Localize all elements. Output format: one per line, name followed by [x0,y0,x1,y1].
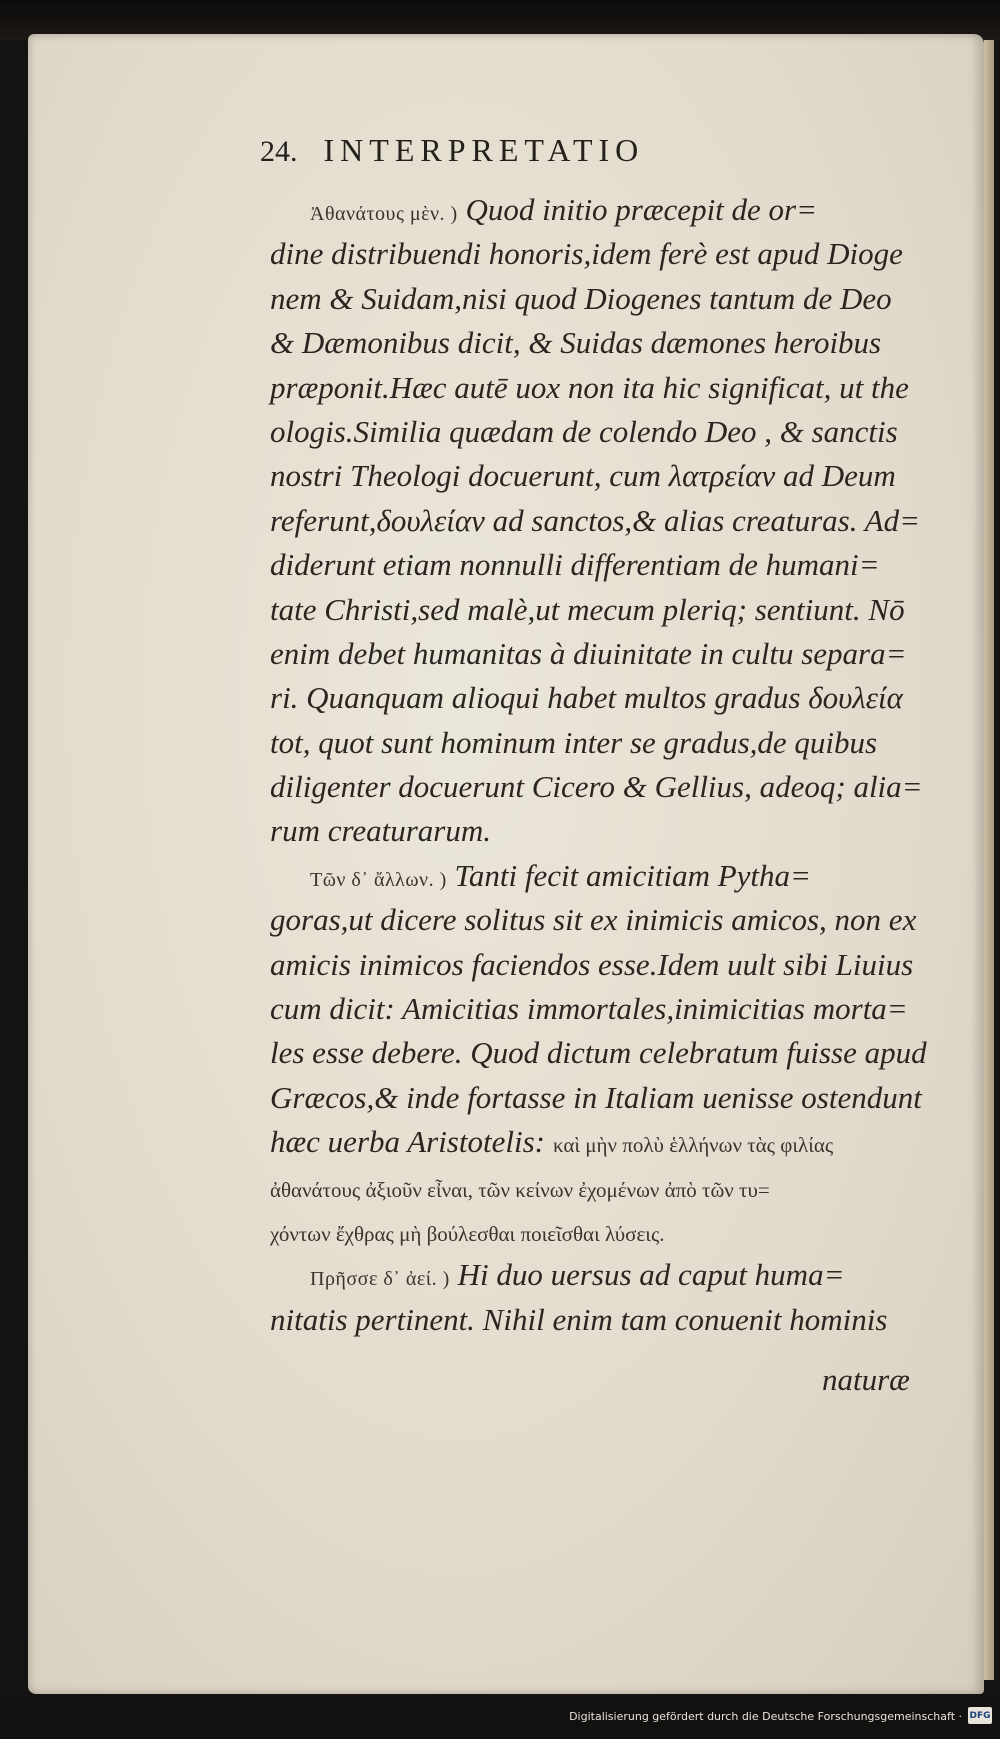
text-line [270,898,950,942]
funding-credit: Digitalisierung gefördert durch die Deutsche Forschungsgemeinschaft · [569,1710,962,1723]
latin-text: goras,ut dicere solitus sit ex inimicis amicos, non ex [270,902,917,938]
text-line [270,1298,950,1342]
body-text [270,188,950,1342]
latin-text: Græcos,& inde fortasse in Italiam uenisse ostendunt [270,1079,922,1115]
running-title: INTERPRETATIO [323,132,645,168]
greek-lemma: Πρῆσσε δ᾽ ἀεί. ) [310,1268,450,1291]
text-line [270,765,950,809]
latin-text: tot, quot sunt hominum inter se gradus,de quibus [270,724,878,760]
text-line [270,721,950,765]
latin-text: diderunt etiam nonnulli differentiam de humani= [270,547,880,583]
text-line [270,188,950,232]
latin-text: & Dæmonibus dicit, & Suidas dæmones heroibus [270,325,882,361]
text-line [270,1253,950,1297]
latin-text: dine distribuendi honoris,idem ferè est apud Dioge [270,236,903,272]
page-edge [984,40,994,1680]
greek-quotation: καὶ μὴν πολὺ ἑλλήνων τὰς φιλίας [552,1133,834,1158]
latin-text: amicis inimicos faciendos esse.Idem uult sibi Liuius [270,946,914,982]
latin-text: Tanti fecit amicitiam Pytha= [446,857,811,893]
latin-text: hæc uerba Aristotelis: [270,1124,545,1160]
latin-text: rum creaturarum. [270,813,492,849]
greek-quotation: χόντων ἔχθρας μὴ βούλεσθαι ποιεῖσθαι λύσεις. [270,1221,665,1246]
latin-text: tate Christi,sed malè,ut mecum pleriq; sentiunt. Nō [270,591,905,627]
text-line [270,366,950,410]
latin-text: cum dicit: Amicitias immortales,inimicitias morta= [270,991,908,1027]
text-line [270,588,950,632]
text-line [270,543,950,587]
text-line [270,321,950,365]
dfg-logo: DFG [968,1707,992,1724]
greek-lemma: Τῶν δ᾽ ἄλλων. ) [310,868,447,891]
latin-text: nostri Theologi docuerunt, cum λατρείαν ad Deum [270,458,896,494]
greek-lemma: Ἀθανάτους μὲν. ) [310,203,458,225]
latin-text: præponit.Hæc autē uox non ita hic significat, ut the [270,369,909,405]
text-line [270,410,950,454]
text-line [270,809,950,853]
catchword: naturæ [822,1362,910,1397]
running-head [260,132,820,176]
text-line [270,277,950,321]
latin-text: ri. Quanquam alioqui habet multos gradus δουλεία [270,680,903,716]
footer-bar [0,1698,1000,1739]
text-line [270,454,950,498]
text-line [270,854,950,898]
page-number: 24. [260,135,298,168]
text-line [270,1120,950,1164]
latin-text: nitatis pertinent. Nihil enim tam conuenit hominis [270,1301,888,1337]
latin-text: Hi duo uersus ad caput huma= [449,1257,845,1293]
latin-text: les esse debere. Quod dictum celebratum fuisse apud [270,1035,927,1071]
text-line [270,1165,950,1209]
latin-text: ologis.Similia quædam de colendo Deo , & sanctis [270,413,898,449]
text-line [270,676,950,720]
latin-text: referunt,δουλείαν ad sanctos,& alias creaturas. Ad= [270,502,921,538]
latin-text: Quod initio præcepit de or= [457,192,818,227]
text-line [270,943,950,987]
latin-text: nem & Suidam,nisi quod Diogenes tantum de Deo [270,280,892,316]
text-line [270,232,950,276]
greek-quotation: ἀθανάτους ἀξιοῦν εἶναι, τῶν κείνων ἐχομένων ἀπὸ τῶν τυ= [270,1177,770,1202]
latin-text: enim debet humanitas à diuinitate in cultu separa= [270,635,907,671]
latin-text: diligenter docuerunt Cicero & Gellius, adeoq; alia= [270,769,923,805]
text-line [270,987,950,1031]
text-line [270,1031,950,1075]
text-line [270,1209,950,1253]
text-line [270,632,950,676]
text-line [270,499,950,543]
text-line [270,1076,950,1120]
